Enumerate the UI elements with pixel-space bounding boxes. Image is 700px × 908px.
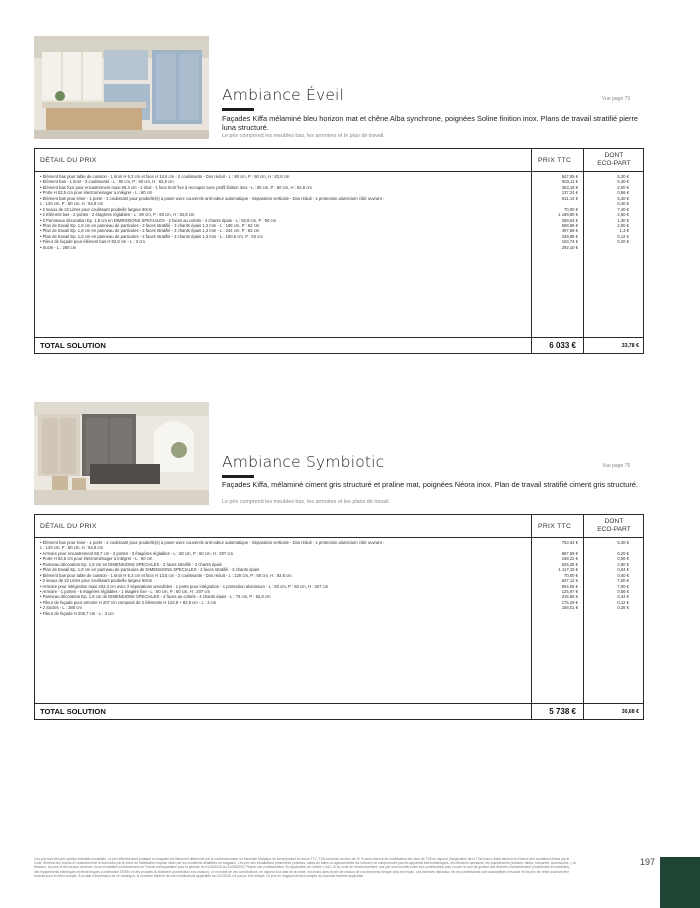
ecopart-cell: 5,30 € [617,179,629,185]
list-item: • Porte H 82,5 cm pour électroménager à intégrer - L : 60 cm [40,556,153,562]
ecopart-header: DONT ECO-PART [597,518,631,533]
ecopart-cell: 2,00 € [617,184,629,190]
ecopart-cell: 0,56 € [617,190,629,196]
list-item: • Elément bas - 1 tiroir - 2 coulissants - L : 90 cm, P : 60 cm, H : 82,8 cm [40,179,174,185]
ecopart-cell: 6,20 € [617,550,629,556]
total-eco-eveil: 33,78 € [621,343,639,349]
ecopart-cell: 0,40 € [617,572,629,578]
ecopart-cell: 0,44 € [617,594,629,600]
price-cell: 626,25 € [561,561,578,567]
kitchen-photo-eveil [34,36,209,139]
detail-header: DÉTAIL DU PRIX [40,157,97,164]
list-item: • Elément bas four pour encastrement maxi 66,3 cm - 1 tiroir - 1 face tiroir fixe à recouper avec profil finition inox - L : 60 cm, P : 60 cm, H : 82,8 cm [40,184,312,190]
price-cell: 1 117,15 € [558,567,578,573]
list-item: • Armoire - 1 portes - 5 étagères réglables - 1 étagère fixe - L : 60 cm, P : 60 cm, H : 207 cm [40,588,210,594]
prix-header: PRIX TTC [538,157,572,164]
list-item: • Socle - L : 280 cm [40,244,77,250]
list-item: • Plan de travail Ep. 1,8 cm en panneau de particules de DIMENSIONS SPECIALES - 2 faces stratifié - 3 chants épais [40,567,260,573]
price-cell: 407,68 € [561,228,578,234]
price-cell: 315,95 € [561,594,578,600]
kitchen-photo-symbiotic [34,402,209,505]
ecopart-cell: 0,20 € [617,239,629,245]
list-item: L : 120 cm, P : 60 cm, H : 82,8 cm [40,545,104,551]
list-item: • Armoire pour intégration maxi 203,3 cm avec 2 séparations amovibles - 1 porte pour intégration - 1 protection aluminium - L : 60 cm, P : 60 cm, H : 207 cm [40,583,329,589]
price-cell: 687,59 € [561,550,578,556]
ecopart-cell: 2,80 € [617,561,629,567]
total-eco-symbiotic: 30,68 € [621,709,639,715]
items-list-eveil [40,174,526,250]
price-cell: 847,05 € [561,174,578,179]
list-item: • Panneau décoration Ep. 1,8 cm en DIMENSIONS SPECIALES - 2 faces stratifié - 3 chants épais [40,561,222,567]
detail-header: DÉTAIL DU PRIX [40,523,97,530]
total-price-eveil: 6 033 € [549,341,576,350]
price-cell: 158,01 € [561,605,578,611]
ecopart-cell: 0,56 € [617,588,629,594]
price-column-eveil [534,174,578,250]
list-item: • Plan de travail Ep. 1,8 cm en panneau de particules - 2 faces stratifié - 3 chants épais 1,3 mm - L : 244 cm, P : 62 cm [40,228,260,234]
price-cell: 125,97 € [561,588,578,594]
list-item: • Armoire pour encastrement 58,7 cm - 2 portes - 3 étagères réglables - L : 60 cm, P : 60 cm, H : 207 cm [40,550,234,556]
ecopart-cell: 0,12 € [617,233,629,239]
list-item: • Plan de travail Ep. 1,8 cm en panneau de particules - 2 faces stratifié - 3 chants épais 1,3 mm - L : 185 cm, P : 62 cm [40,222,260,228]
ecopart-column-eveil [586,174,629,245]
description-symbiotic: Façades Kiffa, mélaminé ciment gris structuré et praline mat, poignées Néora inox. Plan de travail stratifié ciment gris structuré. [222,480,638,489]
price-cell: 811,14 € [562,195,578,201]
price-cell: 647,12 € [561,578,578,584]
list-item: • Elément bas pour évier - 1 porte - 1 coulissant pour poubelle(s) à poser avec couvercle anti-odeur automatique - Séparation verticale - Dos réduit - 1 protection aluminium côté ouvrant - [40,540,385,545]
total-label-symbiotic: TOTAL SOLUTION [40,707,106,716]
legal-footer: Ces prix sont des prix publics indicatifs conseillés. Le prix effectivement pratiqué en magasin est librement déterminé par le concessionnaire ou franchisé Mobalpa. Ils comprennent en euros TTC, TVA comprise au taux de 20 % sous réserve de modification des taux de TVA en vigueur (l'application de la TVA à taux réduit dépend en France des conditions fixées par le Code Général des Impôts et notamment de la fourniture par le client de l'attestation requise visée par les conditions détaillées en magasin). Les prix des installations présentées (cuisines, salles de bains ou agencements sur mesure) ne comprennent pas les appareils électroménagers, les éléments sanitaires, les équipements (chaises, tables, tabourets, accessoires...) la livraison, la pose et les travaux annexes. Ils sont valables exclusivement en France métropolitaine pour la période du 01/03/2025 au 31/08/2025. Photos non contractuelles. En application de l'article L.541-10 du code de l'environnement, nos prix sont soumis à des éco-contributions pour couvrir le coût de gestion des déchets d'ameublement (contribution Ecomobilier), des équipements électriques et électroniques (contribution DEEE) et des produits du bâtiment (contribution éco-maison). Le montant de ces contributions, en vigueur à la date de la vente, est inclus dans le prix de chacun de nos éléments lorsque cela est requis. Les barèmes nationaux de ces contributions sont susceptibles d'évoluer et les prix de vente pourront être évolués pour en tenir compte. À la date d'impression de ce catalogue, le nouveau barème de ces contributions applicable au 1/01/2025 n'a pas pu être intégré. Le prix en magasin tiendra compte du nouveau barème applicable. [34,857,576,878]
description-eveil: Façades Kiffa mélaminé bleu horizon mat et chêne Alba synchrone, poignées Soline finition inox. Plans de travail stratifié pierre luna structuré. [222,114,639,132]
price-column-symbiotic [534,540,578,611]
list-item: • 2 Panneaux décoration Ep. 1,8 cm en DIMENSIONS SPECIALES - 2 faces au coloris - 4 chants épais - L : 82,8 cm, P : 90 cm [40,217,277,223]
ecopart-cell: 2,60 € [617,212,629,218]
price-cell: 137,24 € [561,190,578,196]
ecopart-cell: 0,04 € [617,567,629,573]
ecopart-cell: 2,00 € [617,222,629,228]
list-item: L : 120 cm, P : 60 cm, H : 82,8 cm [40,201,104,207]
title-underline [222,475,254,478]
price-cell: 292,10 € [561,244,578,250]
price-cell: 904,05 € [561,583,578,589]
page-number: 197 [640,857,656,867]
list-item: • Panneau décoration Ep. 1,8 cm de DIMENSIONS SPECIALES - 2 faces au coloris - 4 chants épais - L : 75 cm, P : 82,8 cm [40,594,271,600]
price-cell: 158,22 € [561,556,578,562]
ecopart-cell: 7,00 € [617,578,629,584]
price-cell: 753,34 € [561,540,578,545]
title-underline [222,108,254,111]
ecopart-cell: 1,30 € [617,217,629,223]
price-cell: 269,54 € [561,217,578,223]
subnote-eveil: Le prix comprend les meubles bas, les armoires et le plan de travail. [222,133,385,139]
list-item: • Porte H 82,5 cm pour électroménager à intégrer - L : 60 cm [40,190,153,196]
ecopart-column-symbiotic [586,540,629,611]
items-list-symbiotic [40,540,526,616]
ecopart-cell: 0,12 € [617,599,629,605]
list-item: • 2 seaux de 22 Litres pour coulissant poubelle largeur 60cm [40,206,153,212]
price-cell: 903,11 € [562,179,578,185]
ecopart-cell: 0,26 € [617,605,629,611]
list-item: • Elément bas pour table de cuisson - 1 tiroir H 6,3 cm et face H 13,5 cm - 2 coulissants - Dos réduit - L : 90 cm, P : 60 cm, H : 82,8 cm [40,174,290,179]
vue-page-link-eveil[interactable]: Vue page 73 [602,96,631,102]
list-item: • Elément bas pour évier - 1 porte - 1 coulissant pour poubelle(s) à poser avec couvercle anti-odeur automatique - Séparation verticale - Dos réduit - 1 protection aluminium côté ouvrant - [40,195,385,201]
ecopart-cell: 1,3 € [619,228,629,234]
ecopart-cell: 7,40 € [617,206,629,212]
price-cell: 103,74 € [561,239,578,245]
ecopart-cell: 5,30 € [617,195,629,201]
accent-block [660,857,700,908]
ecopart-cell: 5,30 € [617,174,629,179]
list-item: • Fileur de façade pour armoire H 207 cm composé de 2 éléments H 123,9 + 82,5 cm - L : 3 cm [40,599,217,605]
list-item: • 2 Elément bas - 2 portes - 2 étagères réglables - L : 90 cm, P : 60 cm, H : 82,8 cm [40,212,195,218]
ecopart-header: DONT ECO-PART [597,152,631,167]
section-title-eveil: Ambiance Éveil [222,86,345,104]
total-price-symbiotic: 5 738 € [549,707,576,716]
price-cell: 175,26 € [561,599,578,605]
price-cell: 339,85 € [561,233,578,239]
list-item: • Plan de travail Ep. 1,8 cm en panneau de particules - 2 faces stratifié - 3 chants épais 1,3 mm - L : 180,6 cm, P : 62 cm [40,233,263,239]
list-item: • Fileur de façade H 206,7 cm - L : 3 cm [40,610,114,616]
list-item: • Fileur de façade pour élément bas H 82,8 cm - L : 3 cm [40,239,145,245]
vue-page-link-symbiotic[interactable]: Vue page 75 [602,463,631,469]
price-cell: 1 189,80 € [558,212,578,218]
ecopart-cell: 5,30 € [617,540,629,545]
list-item: • 2 Socles - L : 280 cm [40,605,82,611]
section-title-symbiotic: Ambiance Symbiotic [222,453,385,471]
prix-header: PRIX TTC [538,523,572,530]
ecopart-cell: 0,40 € [617,201,629,207]
ecopart-cell: 0,56 € [617,556,629,562]
subnote-symbiotic: Le prix comprend les meubles bas, les armoires et les plans de travail. [222,499,391,505]
price-cell: 70,00 € [564,572,578,578]
list-item: • 2 seaux de 22 Litres pour coulissant poubelle largeur 60cm [40,578,153,584]
list-item: • Elément bas pour table de cuisson - 1 tiroir H 6,3 cm et face H 13,5 cm - 2 coulissants - Dos réduit - L : 120 cm, P : 60 cm, H : 82,8 cm [40,572,292,578]
price-cell: 508,88 € [561,222,578,228]
price-cell: 70,00 € [564,206,578,212]
ecopart-cell: 7,00 € [617,583,629,589]
total-label-eveil: TOTAL SOLUTION [40,341,106,350]
price-cell: 353,18 € [561,184,578,190]
